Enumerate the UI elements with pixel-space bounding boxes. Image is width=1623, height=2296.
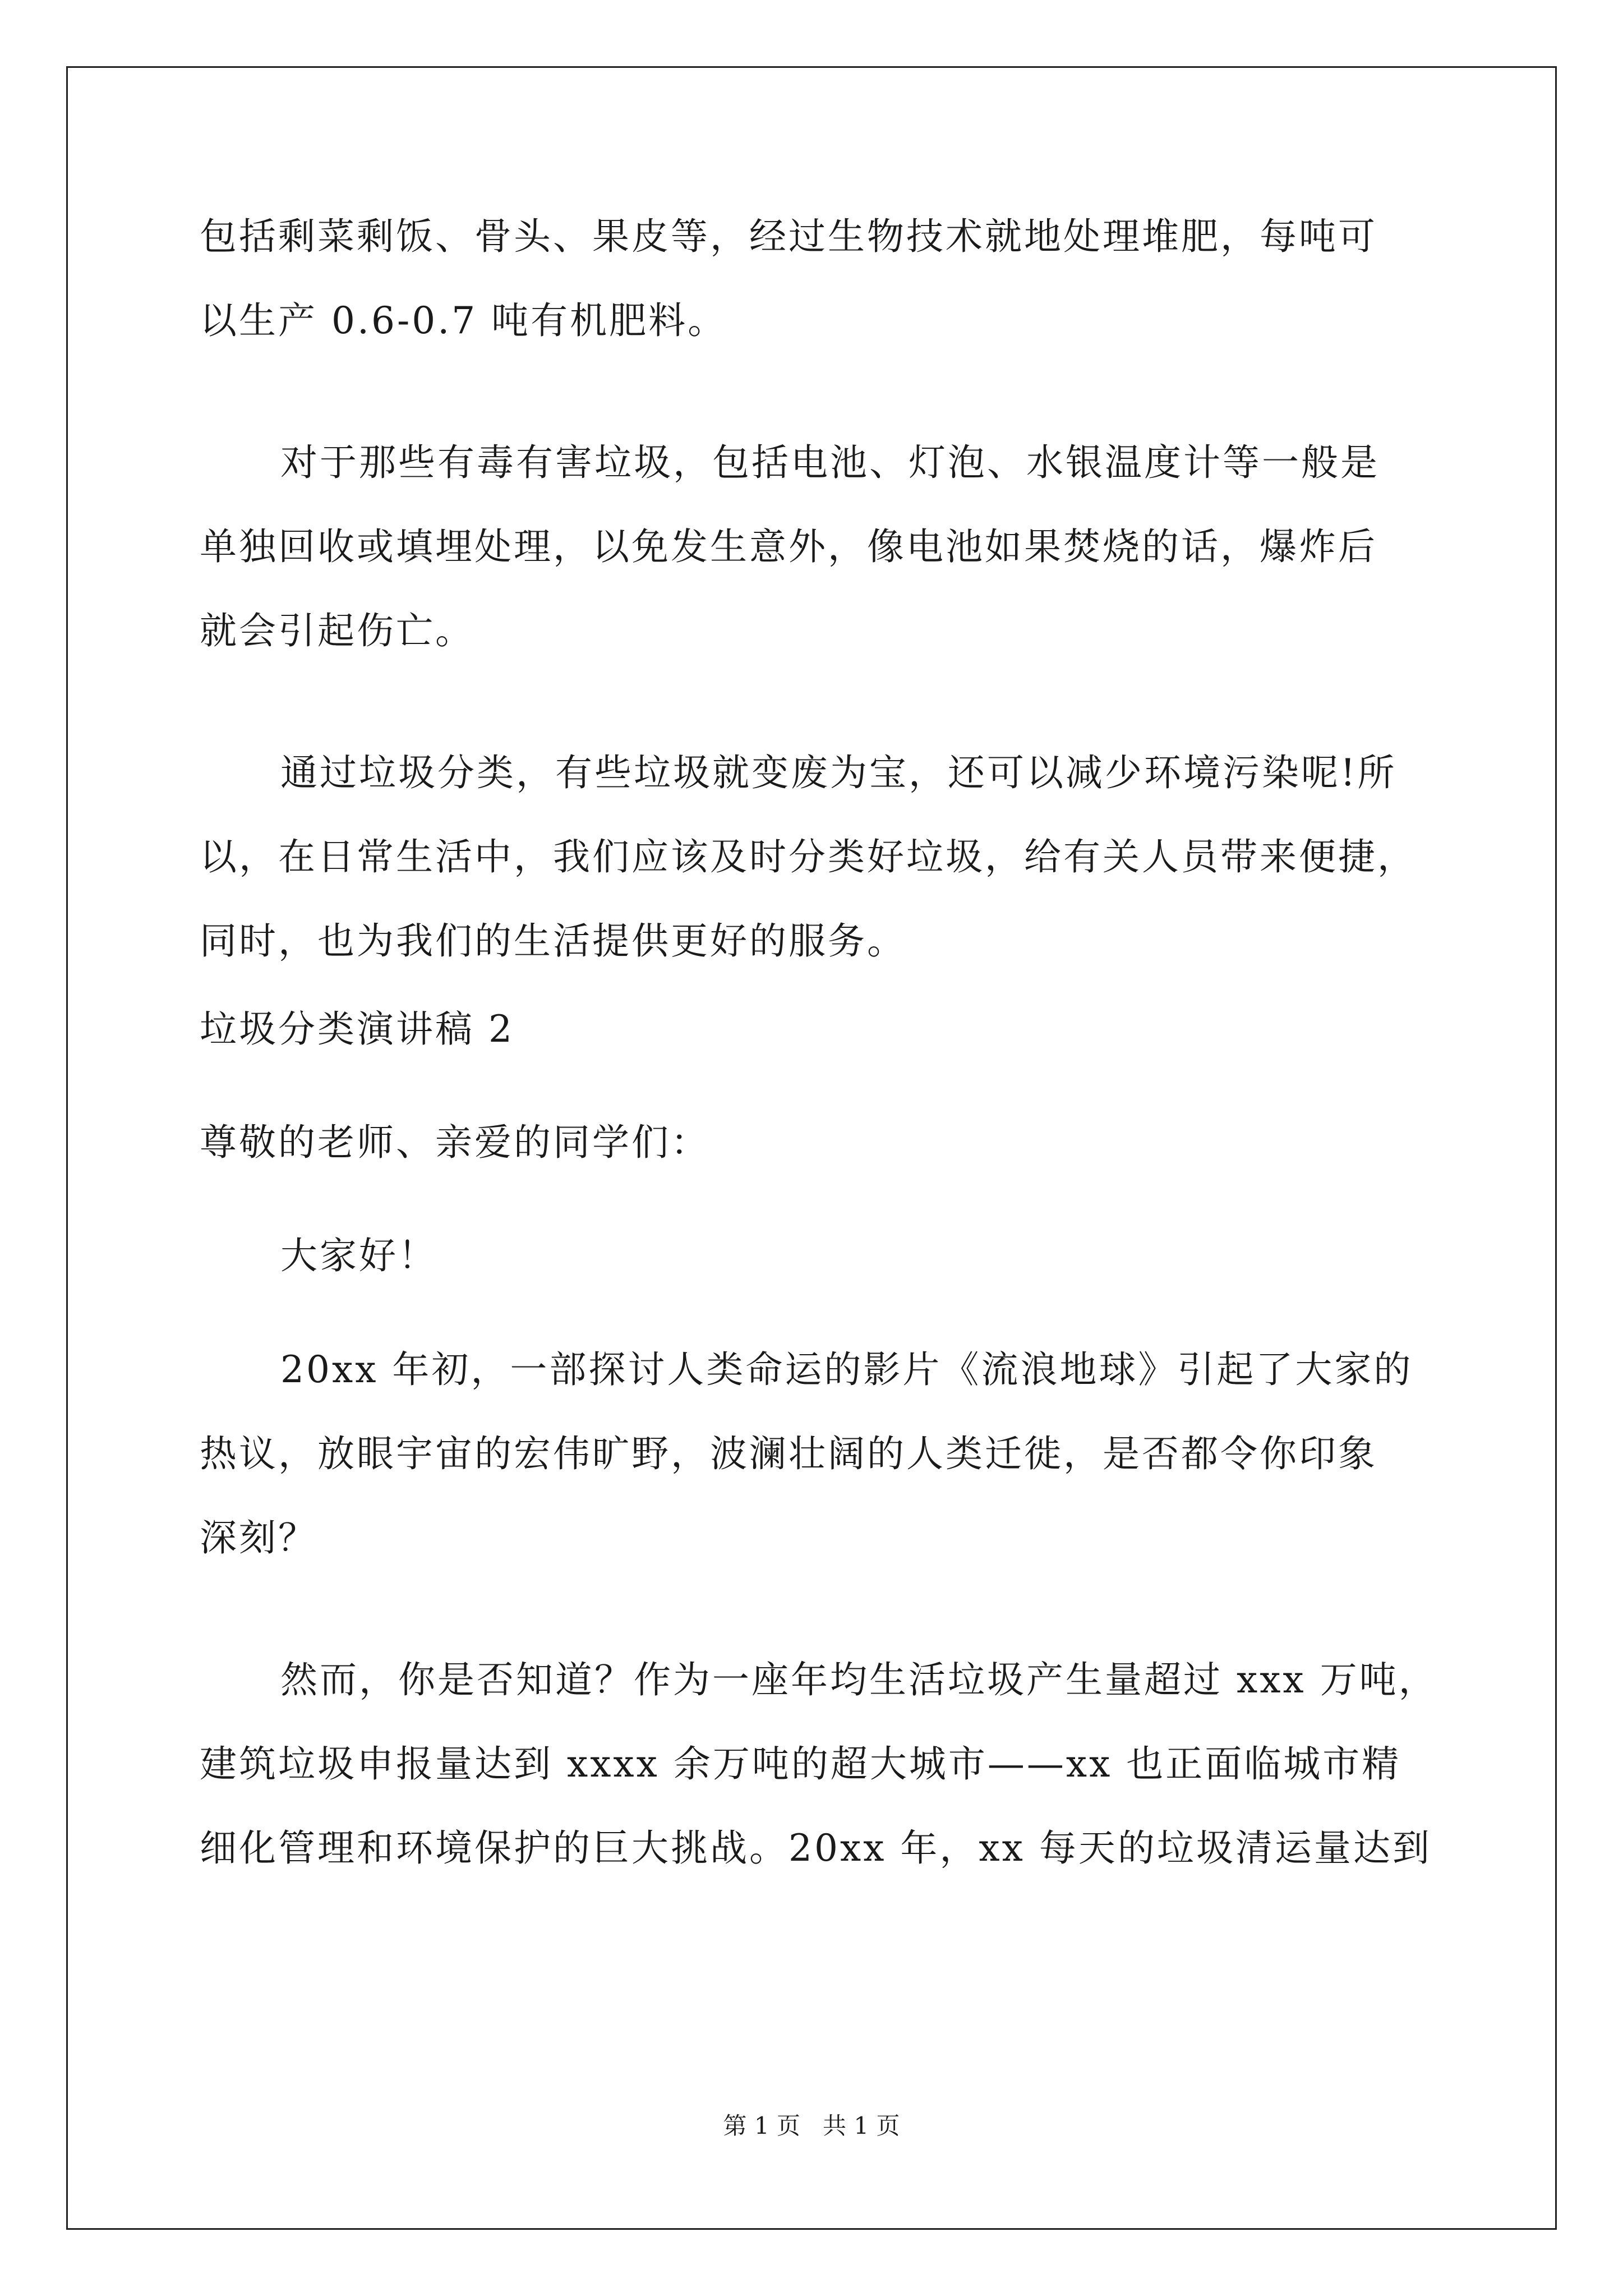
- body-line: 20xx 年初，一部探讨人类命运的影片《流浪地球》引起了大家的: [280, 1348, 1413, 1391]
- body-line: 深刻？: [200, 1516, 317, 1559]
- salutation: 尊敬的老师、亲爱的同学们：: [200, 1121, 710, 1164]
- greeting: 大家好！: [280, 1234, 437, 1277]
- body-line: 对于那些有毒有害垃圾，包括电池、灯泡、水银温度计等一般是: [280, 441, 1380, 484]
- body-line: 就会引起伤亡。: [200, 609, 474, 652]
- body-line: 同时，也为我们的生活提供更好的服务。: [200, 919, 906, 963]
- body-line: 通过垃圾分类，有些垃圾就变废为宝，还可以减少环境污染呢!所: [280, 751, 1397, 794]
- body-line: 细化管理和环境保护的巨大挑战。20xx 年，xx 每天的垃圾清运量达到: [200, 1826, 1432, 1870]
- body-line: 单独回收或填埋处理，以免发生意外，像电池如果焚烧的话，爆炸后: [200, 525, 1377, 568]
- body-line: 以，在日常生活中，我们应该及时分类好垃圾，给有关人员带来便捷，: [200, 835, 1417, 878]
- section-heading: 垃圾分类演讲稿 2: [200, 1007, 514, 1051]
- body-line: 热议，放眼宇宙的宏伟旷野，波澜壮阔的人类迁徙，是否都令你印象: [200, 1432, 1377, 1475]
- page-footer: 第 1 页 共 1 页: [723, 2112, 900, 2139]
- body-line: 建筑垃圾申报量达到 xxxx 余万吨的超大城市——xx 也正面临城市精: [200, 1742, 1401, 1786]
- body-line: 包括剩菜剩饭、骨头、果皮等，经过生物技术就地处理堆肥，每吨可: [200, 215, 1377, 258]
- body-line: 然而，你是否知道？作为一座年均生活垃圾产生量超过 xxx 万吨，: [280, 1658, 1438, 1701]
- body-line: 以生产 0.6-0.7 吨有机肥料。: [200, 299, 727, 342]
